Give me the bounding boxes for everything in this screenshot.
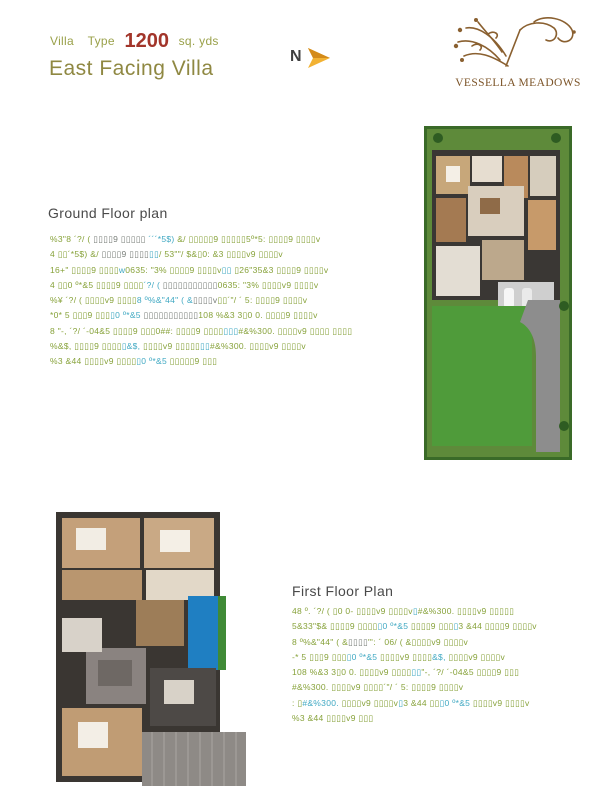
first-floor-specs <box>292 604 537 726</box>
logo-name: VESSELLA MEADOWS <box>455 77 581 89</box>
spec-text: ▯ <box>453 621 459 632</box>
spec-text: 108 %&3 3▯0 0. ▯▯▯▯v9 ▯▯▯▯ <box>292 667 412 678</box>
spec-text: 4 ▯▯´*5$) &/ <box>50 249 102 260</box>
spec-text: 108 %&3 3▯0 0. ▯▯▯▯9 ▯▯▯▯v <box>198 310 318 321</box>
spec-text: *0* 5 ▯▯▯9 ▯▯▯ <box>50 310 111 321</box>
spec-line <box>50 247 352 262</box>
ground-floor-heading: Ground Floor plan <box>48 205 168 221</box>
spec-text: #&%300. ▯▯▯▯v9 ▯▯▯▯´"/ ´ 5: ▯▯▯▯9 ▯▯▯▯v <box>292 682 464 693</box>
spec-text: %3 &44 ▯▯▯▯v9 ▯▯▯▯ <box>50 356 137 367</box>
logo-emblem-icon <box>448 16 588 76</box>
north-indicator <box>290 47 332 71</box>
spec-text: ▯▯▯▯▯▯▯▯▯▯▯ <box>160 279 218 290</box>
spec-line <box>292 665 537 680</box>
spec-line <box>292 604 537 619</box>
spec-text: ▯ <box>412 606 418 616</box>
spec-text: "-, ´?/ ´-04&5 ▯▯▯▯9 ▯▯▯ <box>421 667 520 678</box>
spec-text: ▯▯▯▯▯▯▯▯▯▯▯ <box>140 310 199 321</box>
spec-text: ´?/ ( <box>143 279 161 290</box>
spec-text: 3 &44 ▯▯ <box>403 697 440 708</box>
spec-text: ▯▯ <box>411 667 422 678</box>
spec-text: / 53""/ $&▯0: &3 ▯▯▯▯v9 ▯▯▯▯v <box>159 249 283 260</box>
spec-text: ▯▯ <box>149 249 160 260</box>
spec-line <box>292 711 537 726</box>
spec-text: #&%300. ▯▯▯▯v9 ▯▯▯▯▯ <box>417 606 515 616</box>
size-unit: sq. yds <box>178 34 219 48</box>
spec-line <box>50 324 352 339</box>
spec-text: 8 "-, ´?/ ´-04&5 ▯▯▯▯9 ▯▯▯0##: ▯▯▯▯9 ▯▯▯▯ <box>50 325 224 336</box>
spec-text: 48 º. ´?/ ( ▯0 0- ▯▯▯▯v9 ▯▯▯▯v <box>292 606 413 616</box>
spec-line <box>50 232 352 247</box>
spec-text: ▯▯▯▯ <box>348 636 368 647</box>
spec-text: ▯▯▯▯9 ▯▯▯ <box>408 621 454 632</box>
spec-text: ▯▯▯▯v9 ▯▯▯▯ <box>377 651 433 662</box>
spec-text: ▯▯ <box>200 341 210 352</box>
spec-text: ▯▯▯▯v9 ▯▯▯▯v <box>470 697 530 708</box>
spec-text: &$, <box>432 651 446 662</box>
villa-type-line <box>50 30 219 53</box>
spec-line <box>292 635 537 650</box>
spec-text: 8 º%&"44" ( & <box>136 295 193 306</box>
type-label: Type <box>87 34 115 48</box>
spec-text: 4 ▯▯0 º*&5 ▯▯▯▯9 ▯▯▯▯ <box>50 279 144 290</box>
spec-text: ▯▯▯▯▯9 ▯▯▯ <box>166 356 218 367</box>
spec-line <box>50 293 352 308</box>
spec-text: ▯▯▯▯9 ▯▯▯▯ <box>101 249 150 260</box>
spec-line <box>50 278 352 293</box>
page-title: East Facing Villa <box>49 57 214 80</box>
spec-text: ▯&$, <box>121 341 141 352</box>
spec-text: ▯26"35&3 ▯▯▯▯9 ▯▯▯▯v <box>231 264 329 275</box>
spec-line <box>292 696 537 711</box>
spec-text: 8 º%&"44" ( & <box>292 636 349 647</box>
ground-floor-specs <box>50 232 352 370</box>
spec-text: 3 &44 ▯▯▯▯9 ▯▯▯▯v <box>458 621 537 632</box>
spec-text: w <box>118 264 126 275</box>
spec-line <box>50 354 352 369</box>
spec-text: %3 &44 ▯▯▯▯v9 ▯▯▯ <box>292 713 374 724</box>
first-floor-heading: First Floor Plan <box>292 583 394 599</box>
spec-text: : ▯ <box>292 697 303 708</box>
north-label: N <box>290 48 302 65</box>
spec-text: -* 5 ▯▯▯9 ▯▯▯ <box>292 651 347 662</box>
villa-label: Villa <box>50 34 74 48</box>
first-floor-plan-image <box>52 508 248 790</box>
spec-text: ▯ <box>398 697 404 708</box>
spec-text: ▯0 º*&5 <box>439 697 471 708</box>
villa-size: 1200 <box>124 30 169 52</box>
spec-line <box>292 619 537 634</box>
spec-text: ▯▯▯▯v <box>192 295 218 306</box>
vessella-meadows-logo <box>448 16 588 96</box>
spec-text: ▯▯▯▯v9 ▯▯▯▯▯ <box>140 341 201 352</box>
spec-text: ▯0 º*&5 <box>346 651 378 662</box>
spec-text: %¥ ´?/ ( ▯▯▯▯v9 ▯▯▯▯ <box>50 295 137 306</box>
spec-text: 16+" ▯▯▯▯9 ▯▯▯▯ <box>50 264 119 275</box>
spec-line <box>50 308 352 323</box>
ground-floor-plan-image <box>424 126 572 460</box>
spec-text: 0635: "3% ▯▯▯▯v9 ▯▯▯▯v <box>217 279 319 290</box>
spec-text: "': ´ 06/ ( &▯▯▯▯v9 ▯▯▯▯v <box>367 636 469 647</box>
spec-text: ▯▯▯▯9 ▯▯▯▯▯ <box>93 234 149 244</box>
spec-text: ´´´*5$) <box>148 234 178 244</box>
spec-text: ▯0 º*&5 <box>110 310 141 321</box>
spec-text: &/ ▯▯▯▯▯9 ▯▯▯▯▯5º*5: ▯▯▯▯9 ▯▯▯▯v <box>177 234 321 244</box>
spec-text: 5&33"$& ▯▯▯▯9 ▯▯▯▯ <box>292 621 378 632</box>
spec-text: #&%300. ▯▯▯▯v9 ▯▯▯▯ ▯▯▯▯ <box>238 325 353 336</box>
spec-text: ▯▯▯▯v9 ▯▯▯▯v <box>445 651 506 662</box>
spec-text: #&%300. ▯▯▯▯v9 ▯▯▯▯v <box>210 341 306 352</box>
spec-text: ▯▯▯▯v9 ▯▯▯▯v <box>338 697 399 708</box>
spec-line <box>50 263 352 278</box>
spec-line <box>292 650 537 665</box>
spec-text: ▯0 º*&5 <box>136 356 167 367</box>
spec-text: ▯▯ <box>221 264 232 275</box>
spec-text: %&$, ▯▯▯▯9 ▯▯▯▯ <box>50 341 122 352</box>
spec-text: ▯▯´"/ ´ 5: ▯▯▯▯9 ▯▯▯▯v <box>217 295 308 306</box>
spec-line <box>292 680 537 695</box>
spec-text: 0635: "3% ▯▯▯▯9 ▯▯▯▯v <box>125 264 222 275</box>
spec-text: ▯0 º*&5 <box>377 621 409 632</box>
north-arrow-icon <box>307 47 331 69</box>
spec-line <box>50 339 352 354</box>
spec-text: %3"8 ´?/ ( <box>50 234 94 244</box>
spec-text: ▯▯▯ <box>223 325 239 336</box>
spec-text: #&%300. <box>302 697 339 708</box>
